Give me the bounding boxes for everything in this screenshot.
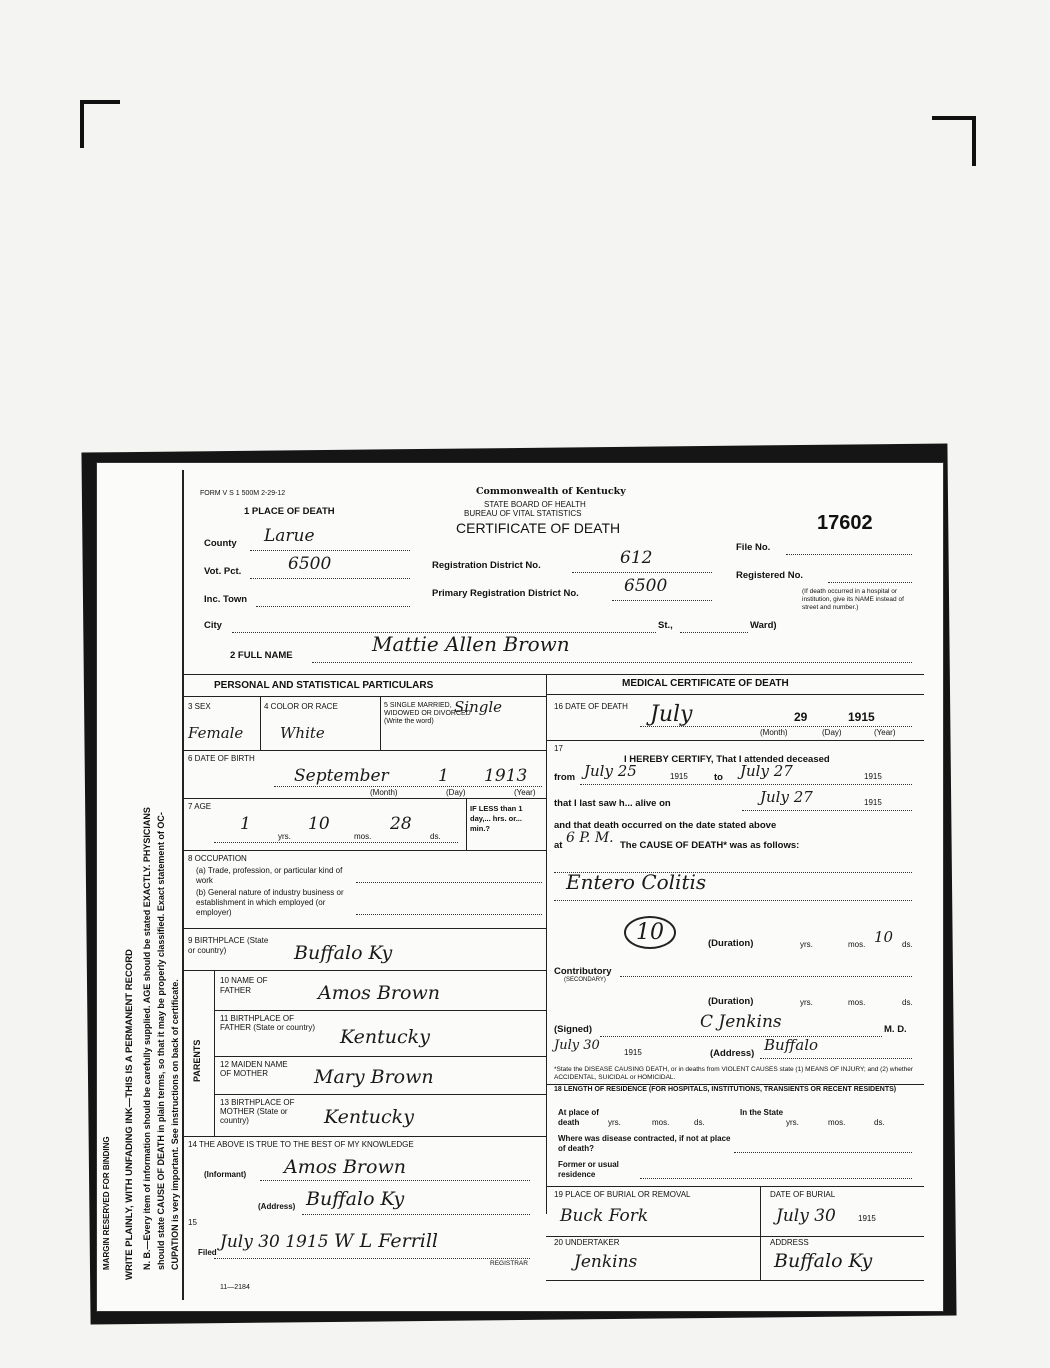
occupation-a: (a) Trade, profession, or particular kind of work <box>196 866 343 885</box>
residence-label: 18 LENGTH OF RESIDENCE (FOR HOSPITALS, INSTITUTIONS, TRANSIENTS OR RECENT RESIDENTS) <box>554 1086 897 1093</box>
registration-district-value: 612 <box>620 548 653 568</box>
filed-value: July 30 1915 <box>220 1232 329 1252</box>
occurred-statement: and that death occurred on the date stated above <box>554 820 777 831</box>
bottom-rule <box>546 1280 924 1281</box>
father-birthplace-label: 11 BIRTHPLACE OF FATHER (State or country) <box>220 1014 315 1032</box>
dob-year-caption: (Year) <box>514 788 536 797</box>
certificate-form <box>182 470 924 1300</box>
st-line <box>680 632 748 633</box>
st-label: St., <box>658 620 673 631</box>
registered-no-label: Registered No. <box>736 570 804 581</box>
registration-district-line <box>572 572 712 573</box>
rule-after-dob <box>184 798 546 799</box>
signed-line <box>600 1036 882 1037</box>
attended-line <box>580 784 912 785</box>
dod-line <box>640 726 912 727</box>
age-label: 7 AGE <box>188 802 212 811</box>
occupation-b: (b) General nature of industry business or establishment in which employed (or employer) <box>196 888 344 917</box>
contributory-label: Contributory <box>554 966 612 977</box>
filed-line <box>214 1258 530 1259</box>
rule-after-birthplace <box>184 970 546 971</box>
parents-label: PARENTS <box>192 1039 202 1082</box>
cause-line-2 <box>554 900 912 901</box>
commonwealth: Commonwealth of Kentucky <box>476 486 626 497</box>
primary-registration-value: 6500 <box>624 576 668 596</box>
undertaker-address-value: Buffalo Ky <box>774 1250 873 1272</box>
color-label: 4 COLOR OR RACE <box>264 702 338 711</box>
file-no-label: File No. <box>736 542 771 553</box>
undertaker-value: Jenkins <box>574 1252 638 1272</box>
dod-year-caption: (Year) <box>874 728 896 737</box>
duration-ds-caption: ds. <box>902 940 913 949</box>
primary-registration-label: Primary Registration District No. <box>432 588 579 599</box>
registrar-label: REGISTRAR <box>490 1260 528 1267</box>
last-saw-label: that I last saw h... alive on <box>554 798 671 809</box>
mother-birthplace-value: Kentucky <box>324 1106 414 1128</box>
occupation-b-line <box>356 914 542 915</box>
date-burial-year: 1915 <box>858 1214 876 1223</box>
md-label: M. D. <box>884 1024 907 1035</box>
county-value: Larue <box>264 526 315 546</box>
if-less-divider <box>466 798 467 850</box>
rule-after-parents <box>184 1136 546 1137</box>
in-state-mos: mos. <box>828 1118 846 1127</box>
county-label: County <box>204 538 237 549</box>
last-saw-line <box>742 810 912 811</box>
vot-line <box>250 578 410 579</box>
duration-label: (Duration) <box>708 938 754 949</box>
physician-address-value: Buffalo <box>764 1036 819 1054</box>
marital-label: 5 SINGLE MARRIED, WIDOWED OR DIVORCED (Write the word) <box>384 702 471 725</box>
age-ds-caption: ds. <box>430 832 441 841</box>
secondary-label: (SECONDARY) <box>564 977 606 983</box>
file-number-stamp: 17602 <box>817 512 873 534</box>
registration-district-label: Registration District No. <box>432 560 541 571</box>
rule-after-dod <box>546 740 924 741</box>
rule-before-burial <box>546 1186 924 1187</box>
age-months: 10 <box>308 814 330 834</box>
dob-year: 1913 <box>484 766 528 786</box>
dod-day-caption: (Day) <box>822 728 842 737</box>
age-yrs-caption: yrs. <box>278 832 291 841</box>
personal-section-title: PERSONAL AND STATISTICAL PARTICULARS <box>214 680 434 691</box>
father-name-value: Amos Brown <box>318 982 440 1004</box>
in-state-label: In the State <box>740 1108 784 1117</box>
age-mos-caption: mos. <box>354 832 372 841</box>
registrar-signature: W L Ferrill <box>334 1230 439 1252</box>
rule-after-mother-name <box>214 1094 546 1095</box>
file-no-line <box>786 554 912 555</box>
birthplace-value: Buffalo Ky <box>294 942 393 964</box>
dob-month: September <box>294 766 389 786</box>
informant-address-label: (Address) <box>258 1202 296 1211</box>
in-state-yrs: yrs. <box>786 1118 799 1127</box>
section-divider <box>184 674 924 675</box>
rule-before-residence <box>546 1084 924 1085</box>
dod-month: July <box>650 702 693 727</box>
cause-footnote: *State the DISEASE CAUSING DEATH, or in deaths from VIOLENT CAUSES state (1) MEANS OF INJURY; and (2) whether ACCIDENTAL, SUICIDAL or HOMICIDAL. <box>554 1066 914 1081</box>
physician-signature: C Jenkins <box>700 1012 782 1032</box>
informant-address-value: Buffalo Ky <box>306 1188 405 1210</box>
date-of-death-label: 16 DATE OF DEATH <box>554 702 628 711</box>
color-divider <box>380 696 381 750</box>
full-name-label: 2 FULL NAME <box>230 650 293 661</box>
cause-statement: The CAUSE OF DEATH* was as follows: <box>620 840 800 851</box>
rule-before-undertaker <box>546 1236 924 1237</box>
from-label: from <box>554 772 576 783</box>
burial-place-label: 19 PLACE OF BURIAL OR REMOVAL <box>554 1190 691 1199</box>
where-contracted-label: Where was disease contracted, if not at place of death? <box>558 1134 731 1153</box>
former-residence-label: Former or usual residence <box>558 1160 619 1179</box>
certify-statement: I HEREBY CERTIFY, That I attended deceased <box>624 754 830 765</box>
in-state-ds: ds. <box>874 1118 885 1127</box>
item-17: 17 <box>554 744 563 753</box>
at-place-label: At place of death <box>558 1108 599 1127</box>
full-name-value: Mattie Allen Brown <box>372 632 570 656</box>
binding-margin <box>96 470 182 1290</box>
inc-town-line <box>256 606 410 607</box>
rule-after-sex <box>184 750 546 751</box>
crop-mark-top-right <box>932 116 976 166</box>
city-label: City <box>204 620 222 631</box>
contributory-line <box>620 976 912 977</box>
registered-no-line <box>828 582 912 583</box>
father-name-label: 10 NAME OF FATHER <box>220 976 268 995</box>
duration-value: 10 <box>874 928 894 946</box>
burial-divider <box>760 1186 761 1280</box>
dob-day: 1 <box>438 766 449 786</box>
last-saw-year: 1915 <box>864 798 882 807</box>
rule-after-occupation <box>184 928 546 929</box>
contributory-duration-label: (Duration) <box>708 996 754 1007</box>
to-value: July 27 <box>740 762 793 780</box>
occupation-label: 8 OCCUPATION <box>188 854 247 863</box>
date-burial-label: DATE OF BURIAL <box>770 1190 836 1199</box>
dod-day: 29 <box>794 710 808 724</box>
at-label: at <box>554 840 563 851</box>
sex-value: Female <box>188 724 244 742</box>
duration-yrs-caption: yrs. <box>800 940 813 949</box>
true-statement: 14 THE ABOVE IS TRUE TO THE BEST OF MY KNOWLEDGE <box>188 1140 414 1149</box>
marital-value: Single <box>454 698 503 716</box>
county-line <box>250 550 410 551</box>
form-code: FORM V S 1 500M 2-29-12 <box>200 490 286 497</box>
signed-label: (Signed) <box>554 1024 592 1035</box>
place-of-death-label: 1 PLACE OF DEATH <box>244 506 335 517</box>
mother-name-value: Mary Brown <box>314 1066 434 1088</box>
signed-date: July 30 <box>554 1038 600 1053</box>
father-birthplace-value: Kentucky <box>340 1026 430 1048</box>
vot-label: Vot. Pct. <box>204 566 242 577</box>
informant-address-line <box>302 1214 530 1215</box>
cause-value: Entero Colitis <box>566 870 707 894</box>
full-name-line <box>312 662 912 663</box>
hospital-note: (If death occurred in a hospital or institution, give its NAME instead of street and number.) <box>802 588 904 611</box>
from-value: July 25 <box>584 762 637 780</box>
to-year: 1915 <box>864 772 882 781</box>
undertaker-address-label: ADDRESS <box>770 1238 809 1247</box>
if-less-note: IF LESS than 1 day,... hrs. or... min.? <box>470 804 523 833</box>
instructions-line-3: CUPATION is very important. See instructions on back of certificate. <box>170 979 180 1270</box>
former-residence-line <box>640 1178 912 1179</box>
mother-name-label: 12 MAIDEN NAME OF MOTHER <box>220 1060 288 1078</box>
dob-day-caption: (Day) <box>446 788 466 797</box>
instructions-line-2: should state CAUSE OF DEATH in plain terms, so that it may be properly classified. Exact statement of OC- <box>156 812 166 1270</box>
from-year: 1915 <box>670 772 688 781</box>
item-15: 15 <box>188 1218 197 1227</box>
parents-divider <box>214 970 215 1136</box>
time-value: 6 P. M. <box>566 830 614 846</box>
crop-mark-top-left <box>80 100 120 148</box>
margin-note: MARGIN RESERVED FOR BINDING <box>102 1136 111 1270</box>
inc-town-label: Inc. Town <box>204 594 248 605</box>
write-plainly-note: WRITE PLAINLY, WITH UNFADING INK—THIS IS A PERMANENT RECORD <box>124 949 135 1280</box>
to-label: to <box>714 772 723 783</box>
contributory-mos-caption: mos. <box>848 998 866 1007</box>
board-of-health: STATE BOARD OF HEALTH <box>484 500 586 509</box>
dod-year: 1915 <box>848 710 875 724</box>
dob-label: 6 DATE OF BIRTH <box>188 754 255 763</box>
rule-after-age <box>184 850 546 851</box>
physician-address-label: (Address) <box>710 1048 755 1059</box>
sex-label: 3 SEX <box>188 702 211 711</box>
date-burial-value: July 30 <box>776 1206 836 1226</box>
undertaker-label: 20 UNDERTAKER <box>554 1238 620 1247</box>
duration-mos-caption: mos. <box>848 940 866 949</box>
age-years: 1 <box>240 814 251 834</box>
dob-line <box>274 786 542 787</box>
medical-section-title: MEDICAL CERTIFICATE OF DEATH <box>622 678 789 689</box>
occupation-a-line <box>356 882 542 883</box>
where-contracted-line <box>734 1152 912 1153</box>
last-saw-value: July 27 <box>760 788 813 806</box>
dob-month-caption: (Month) <box>370 788 398 797</box>
medical-title-rule <box>546 694 924 695</box>
sex-divider <box>260 696 261 750</box>
rule-after-father-name <box>214 1010 546 1011</box>
contributory-ds-caption: ds. <box>902 998 913 1007</box>
circled-annotation: 10 <box>624 916 676 949</box>
informant-value: Amos Brown <box>284 1156 406 1178</box>
informant-line <box>260 1180 530 1181</box>
ward-label: Ward) <box>750 620 777 631</box>
dod-month-caption: (Month) <box>760 728 788 737</box>
rule-after-father-birthplace <box>214 1056 546 1057</box>
signed-year: 1915 <box>624 1048 642 1057</box>
at-place-ds: ds. <box>694 1118 705 1127</box>
contributory-yrs-caption: yrs. <box>800 998 813 1007</box>
instructions-line-1: N. B.—Every item of information should be carefully supplied. AGE should be stated EXACTLY. PHYSICIANS <box>142 807 152 1270</box>
at-place-mos: mos. <box>652 1118 670 1127</box>
color-value: White <box>280 724 325 742</box>
bureau: BUREAU OF VITAL STATISTICS <box>464 509 582 518</box>
filed-label: Filed <box>198 1248 217 1257</box>
age-line <box>214 842 458 843</box>
mother-birthplace-label: 13 BIRTHPLACE OF MOTHER (State or country) <box>220 1098 295 1125</box>
page-title: CERTIFICATE OF DEATH <box>456 520 621 536</box>
personal-title-rule <box>184 696 546 697</box>
age-days: 28 <box>390 814 412 834</box>
birthplace-label: 9 BIRTHPLACE (State or country) <box>188 936 269 955</box>
vot-value: 6500 <box>288 554 332 574</box>
column-divider <box>546 674 547 1214</box>
at-place-yrs: yrs. <box>608 1118 621 1127</box>
informant-label: (Informant) <box>204 1170 247 1179</box>
burial-place-value: Buck Fork <box>560 1206 649 1226</box>
primary-registration-line <box>612 600 712 601</box>
physician-address-line <box>760 1058 912 1059</box>
form-footer: 11—2184 <box>220 1284 250 1291</box>
